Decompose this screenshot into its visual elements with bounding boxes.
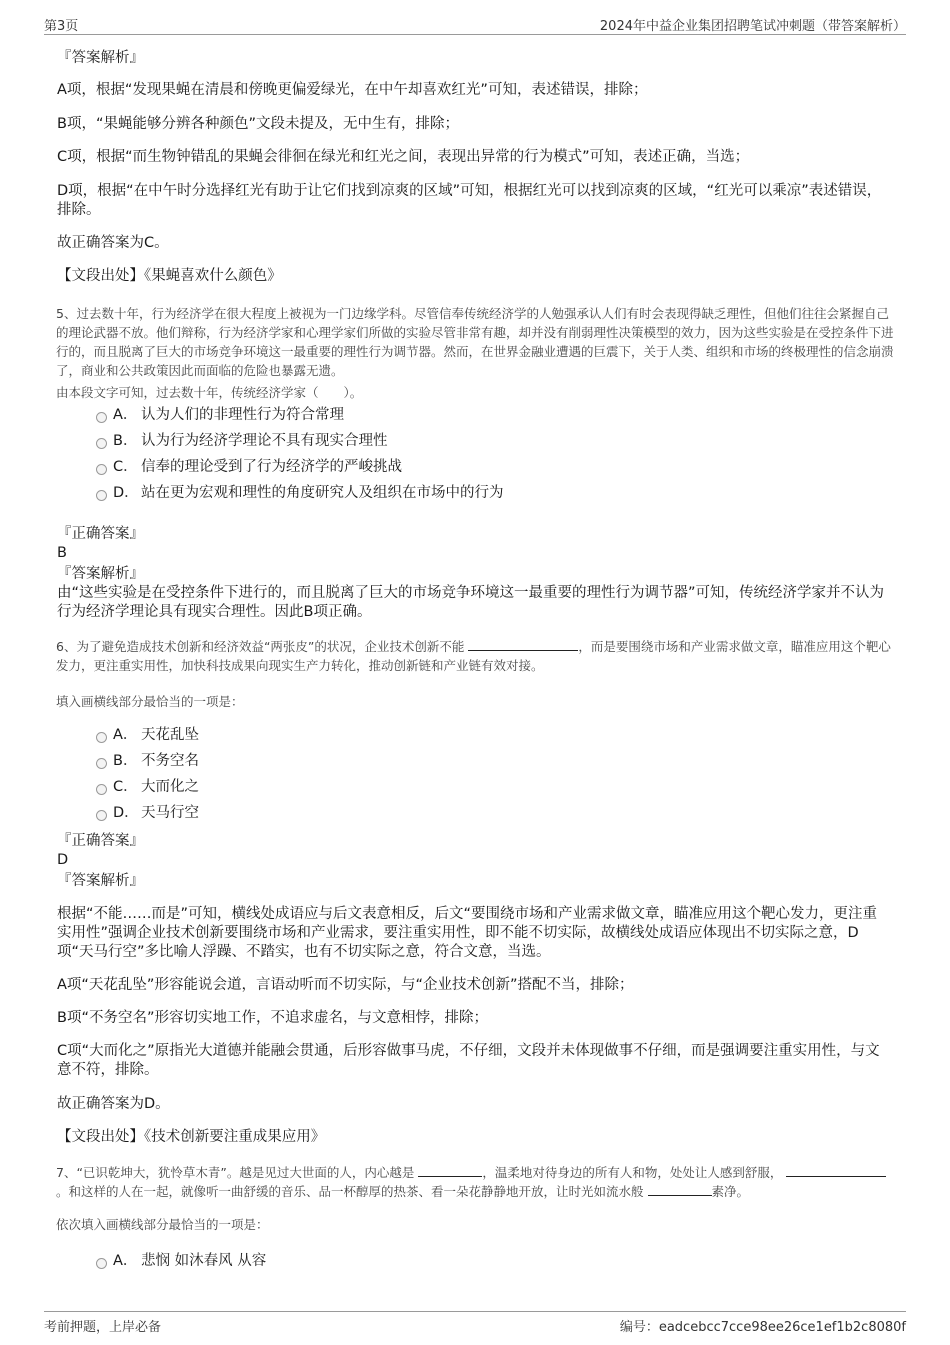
q6-option-b[interactable]: B． 不务空名 xyxy=(96,751,199,771)
q5-option-a[interactable]: A． 认为人们的非理性行为符合常理 xyxy=(96,405,344,425)
q6-stem: 6、为了避免造成技术创新和经济效益“两张皮”的状况，企业技术创新不能 ，而是要围绕市场和产业需求做文章，瞄准应用这个靶心发力，更注重实用性，加快科技成果向现实生产力转化，推动创新链和产业链有效对接。 xyxy=(56,639,891,673)
q4-source: 【文段出处】《果蝇喜欢什么颜色》 xyxy=(57,268,282,284)
q5-answer-label: 『正确答案』 xyxy=(57,526,144,542)
q6-analysis: 根据“不能……而是”可知，横线处成语应与后文表意相反，后文“要围绕市场和产业需求做文章，瞄准应用这个靶心发力，更注重实用性”强调企业技术创新要围绕市场和产业需求，要注重实用性，即不能不切实际，故横线处成语应体现出不切实际之意，D项“天马行空”多比喻人浮躁、不踏实，也有不切实际之意，符合文意，当选。 xyxy=(57,906,878,960)
q5-answer: B xyxy=(57,545,67,561)
q4-analysis-d: D项，根据“在中午时分选择红光有助于让它们找到凉爽的区域”可知，根据红光可以找到凉爽的区域，“红光可以乘凉”表述错误，排除。 xyxy=(57,183,882,218)
radio-icon[interactable] xyxy=(96,758,107,769)
fill-blank xyxy=(418,1164,482,1177)
page-footer xyxy=(44,1311,906,1336)
fill-blank xyxy=(648,1183,712,1196)
q6-analysis-a: A项“天花乱坠”形容能说会道，言语动听而不切实际，与“企业技术创新”搭配不当，排除； xyxy=(57,977,634,993)
q7-option-a[interactable]: A． 悲悯 如沐春风 从容 xyxy=(96,1251,266,1271)
q6-answer-label: 『正确答案』 xyxy=(57,833,144,849)
q5-stem: 5、过去数十年，行为经济学在很大程度上被视为一门边缘学科。尽管信奉传统经济学的人勉强承认人们有时会表现得缺乏理性，但他们往往会紧握自己的理论武器不放。他们辩称，行为经济学家和心理学家们所做的实验尽管非常有趣，却并没有削弱理性决策模型的效力，因为这些实验是在受控条件下进行的，而且脱离了巨大的市场竞争环境这一最重要的理性行为调节器。然而，在世界金融业遭遇的巨震下，关于人类、组织和市场的终极理性的信念崩溃了，商业和公共政策因此而面临的危险也暴露无遗。 xyxy=(56,306,894,378)
q4-conclusion: 故正确答案为C。 xyxy=(57,235,169,251)
q6-prompt: 填入画横线部分最恰当的一项是： xyxy=(56,694,244,709)
q7-prompt: 依次填入画横线部分最恰当的一项是： xyxy=(56,1217,269,1232)
q6-option-d[interactable]: D． 天马行空 xyxy=(96,803,199,823)
q5-option-c[interactable]: C． 信奉的理论受到了行为经济学的严峻挑战 xyxy=(96,457,402,477)
radio-icon[interactable] xyxy=(96,732,107,743)
q5-option-d[interactable]: D． 站在更为宏观和理性的角度研究人及组织在市场中的行为 xyxy=(96,483,504,503)
radio-icon[interactable] xyxy=(96,784,107,795)
q6-analysis-c: C项“大而化之”原指光大道德并能融会贯通，后形容做事马虎，不仔细，文段并未体现做事不仔细，而是强调要注重实用性，与文意不符，排除。 xyxy=(57,1043,880,1078)
footer-slogan: 考前押题，上岸必备 xyxy=(44,1320,162,1335)
q4-analysis-label: 『答案解析』 xyxy=(57,50,144,66)
q5-question: 由本段文字可知，过去数十年，传统经济学家（ ）。 xyxy=(56,385,363,400)
q4-analysis-c: C项，根据“而生物钟错乱的果蝇会徘徊在绿光和红光之间，表现出异常的行为模式”可知，表述正确，当选； xyxy=(57,149,750,165)
q7-stem: 7、“已识乾坤大，犹怜草木青”。越是见过大世面的人，内心越是 ，温柔地对待身边的所有人和物，处处让人感到舒服， 。和这样的人在一起，就像听一曲舒缓的音乐、品一杯醇厚的热茶、看一朵花静静地开放，让时光如流水般 素净。 xyxy=(56,1163,898,1201)
q5-analysis: 由“这些实验是在受控条件下进行的，而且脱离了巨大的市场竞争环境这一最重要的理性行为调节器”可知，传统经济学家并不认为行为经济学理论具有现实合理性。因此B项正确。 xyxy=(57,585,885,620)
q6-analysis-b: B项“不务空名”形容切实地工作，不追求虚名，与文意相悖，排除； xyxy=(57,1010,488,1026)
radio-icon[interactable] xyxy=(96,412,107,423)
fill-blank xyxy=(786,1164,886,1177)
q6-option-a[interactable]: A． 天花乱坠 xyxy=(96,725,199,745)
radio-icon[interactable] xyxy=(96,1258,107,1269)
q6-option-c[interactable]: C． 大而化之 xyxy=(96,777,199,797)
document-title: 2024年中益企业集团招聘笔试冲刺题（带答案解析） xyxy=(599,19,906,34)
radio-icon[interactable] xyxy=(96,810,107,821)
radio-icon[interactable] xyxy=(96,464,107,475)
document-code: 编号：eadcebcc7cce98ee26ce1ef1b2c8080f xyxy=(619,1320,906,1335)
q4-analysis-b: B项，“果蝇能够分辨各种颜色”文段未提及，无中生有，排除； xyxy=(57,116,459,132)
q6-answer: D xyxy=(57,852,69,868)
q6-analysis-label: 『答案解析』 xyxy=(57,873,144,889)
fill-blank xyxy=(468,638,578,651)
q4-analysis-a: A项，根据“发现果蝇在清晨和傍晚更偏爱绿光，在中午却喜欢红光”可知，表述错误，排除； xyxy=(57,82,648,98)
q5-option-b[interactable]: B． 认为行为经济学理论不具有现实合理性 xyxy=(96,431,388,451)
q5-analysis-label: 『答案解析』 xyxy=(57,566,144,582)
page-header xyxy=(44,12,906,35)
q6-source: 【文段出处】《技术创新要注重成果应用》 xyxy=(57,1129,326,1145)
page-number: 第3页 xyxy=(44,19,79,34)
q6-conclusion: 故正确答案为D。 xyxy=(57,1096,170,1112)
radio-icon[interactable] xyxy=(96,438,107,449)
radio-icon[interactable] xyxy=(96,490,107,501)
